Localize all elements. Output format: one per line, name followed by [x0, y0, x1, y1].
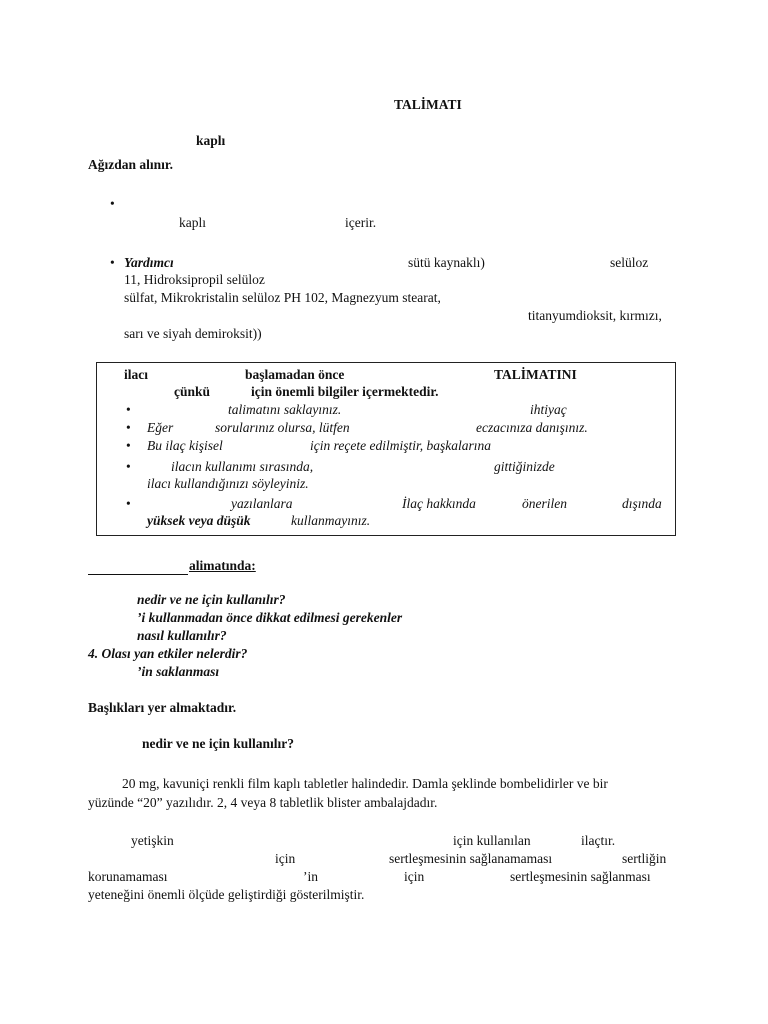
excipients-b: selüloz: [610, 255, 649, 270]
notice-i5e: yüksek veya düşük: [147, 513, 251, 528]
section-1-p2-l2b: sertleşmesinin sağlanamaması: [389, 851, 553, 866]
notice-i4b: gittiğinizde: [494, 459, 555, 474]
notice-i2b: sorularınız olursa, lütfen: [215, 420, 350, 435]
notice-i3b: için reçete edilmiştir, başkalarına: [310, 438, 491, 453]
active-text-b: içerir.: [345, 215, 377, 230]
notice-r2b: için önemli bilgiler içermektedir.: [251, 384, 439, 399]
notice-i5a: yazılanlara: [231, 496, 293, 511]
notice-i1a: talimatını saklayınız.: [228, 402, 342, 417]
notice-r1b: başlamadan önce: [245, 367, 345, 382]
section-1-p2-l3a: korunamaması: [88, 869, 168, 884]
notice-i5f: kullanmayınız.: [291, 513, 371, 528]
toc-heading: alimatında:: [189, 558, 256, 573]
toc-item-1: nedir ve ne için kullanılır?: [137, 592, 286, 607]
toc-item-4: 4. Olası yan etkiler nelerdir?: [88, 646, 248, 661]
section-1-p1-line1: 20 mg, kavuniçi renkli film kaplı tabletler halindedir. Damla şeklinde bombelidirler ve bir: [122, 776, 608, 791]
notice-i5c: önerilen: [522, 496, 567, 511]
section-1-p2-l2a: için: [275, 851, 296, 866]
notice-r2a: çünkü: [174, 384, 211, 399]
notice-i1b: ihtiyaç: [530, 402, 567, 417]
notice-bullet-1: •: [126, 402, 131, 417]
toc-item-5: ’in saklanması: [137, 664, 220, 679]
section-1-p1-line2: yüzünde “20” yazılıdır. 2, 4 veya 8 tabletlik blister ambalajdadır.: [88, 795, 438, 810]
document-title: TALİMATI: [394, 97, 462, 112]
excipients-line5: sarı ve siyah demiroksit)): [124, 326, 262, 341]
toc-item-2: ’i kullanmadan önce dikkat edilmesi gerekenler: [137, 610, 403, 625]
notice-bullet-3: •: [126, 438, 131, 453]
section-1-heading: nedir ve ne için kullanılır?: [142, 736, 295, 751]
notice-i5b: İlaç hakkında: [402, 496, 476, 511]
product-form: kaplı: [196, 133, 226, 148]
notice-bullet-2: •: [126, 420, 131, 435]
excipients-line2: 11, Hidroksipropil selüloz: [124, 272, 265, 287]
notice-r1a: ilacı: [124, 367, 148, 382]
notice-i2c: eczacınıza danışınız.: [476, 420, 588, 435]
section-1-p2-l3d: sertleşmesinin sağlanması: [510, 869, 651, 884]
toc-item-3: nasıl kullanılır?: [137, 628, 227, 643]
excipients-lead: Yardımcı: [124, 255, 174, 270]
excipients-a: sütü kaynaklı): [408, 255, 485, 270]
bullet-active: •: [110, 196, 115, 211]
section-1-p2-l3c: için: [404, 869, 425, 884]
bullet-excipients: •: [110, 255, 115, 270]
section-1-p2-l3b: ’in: [303, 869, 318, 884]
notice-i4a: ilacın kullanımı sırasında,: [171, 459, 314, 474]
section-1-p2-l2c: sertliğin: [622, 851, 667, 866]
notice-i4c: ilacı kullandığınızı söyleyiniz.: [147, 476, 309, 491]
excipients-line4: titanyumdioksit, kırmızı,: [528, 308, 662, 323]
active-text-a: kaplı: [179, 215, 206, 230]
excipients-line3: sülfat, Mikrokristalin selüloz PH 102, Magnezyum stearat,: [124, 290, 441, 305]
notice-bullet-5: •: [126, 496, 131, 511]
toc-underline: [88, 574, 188, 575]
section-1-p2-l1b: için kullanılan: [453, 833, 531, 848]
notice-i3a: Bu ilaç kişisel: [147, 438, 223, 453]
notice-r1c: TALİMATINI: [494, 367, 577, 382]
administration-route: Ağızdan alınır.: [88, 157, 174, 172]
section-1-p2-l4: yeteneğini önemli ölçüde geliştirdiği gösterilmiştir.: [88, 887, 365, 902]
notice-i2a: Eğer: [147, 420, 174, 435]
notice-i5d: dışında: [622, 496, 662, 511]
topics-statement: Başlıkları yer almaktadır.: [88, 700, 237, 715]
notice-bullet-4: •: [126, 459, 131, 474]
section-1-p2-l1a: yetişkin: [131, 833, 174, 848]
section-1-p2-l1c: ilaçtır.: [581, 833, 616, 848]
